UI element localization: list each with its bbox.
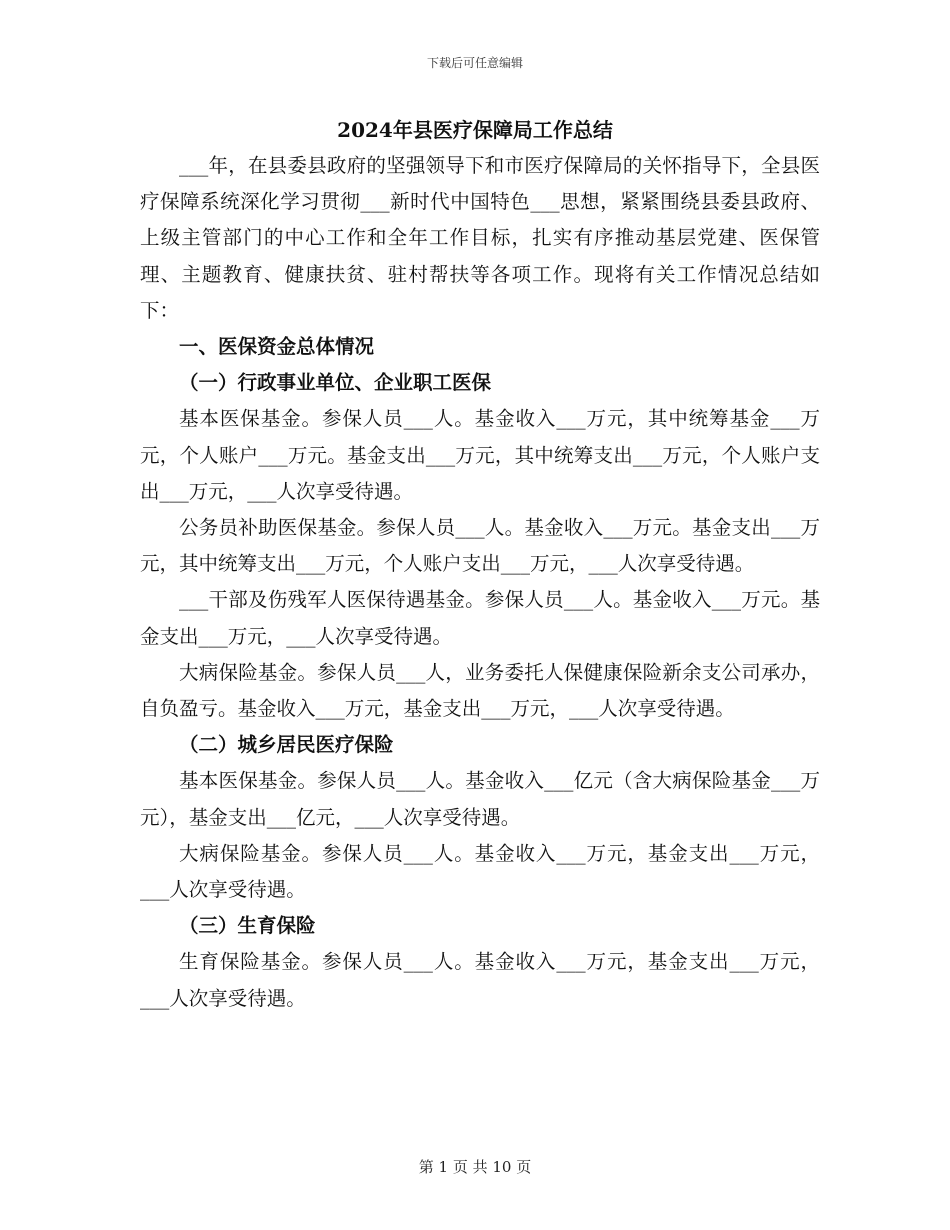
paragraph-resident-critical-fund: 大病保险基金。参保人员___人。基金收入___万元，基金支出___万元，___人次享受待遇。 (140, 841, 820, 902)
section-heading-1: 一、医保资金总体情况 (179, 335, 375, 359)
subsection-heading-3: （三）生育保险 (179, 914, 316, 938)
paragraph-veteran-fund: ___干部及伤残军人医保待遇基金。参保人员___人。基金收入___万元。基金支出___万元，___人次享受待遇。 (140, 588, 820, 648)
paragraph-basic-fund: 基本医保基金。参保人员___人。基金收入___万元，其中统筹基金___万元，个人账户___万元。基金支出___万元，其中统筹支出___万元，个人账户支出___万元，___人次享受待遇。 (140, 407, 820, 503)
document-body (140, 148, 820, 1017)
paragraph-civil-servant-fund: 公务员补助医保基金。参保人员___人。基金收入___万元。基金支出___万元，其中统筹支出___万元，个人账户支出___万元，___人次享受待遇。 (140, 516, 820, 576)
subsection-heading-1: （一）行政事业单位、企业职工医保 (179, 371, 492, 395)
subsection-heading-2: （二）城乡居民医疗保险 (179, 733, 394, 757)
document-title: 2024年县医疗保障局工作总结 (337, 118, 613, 142)
page-number: 第 1 页 共 10 页 (418, 1158, 532, 1176)
header-note: 下载后可任意编辑 (426, 56, 523, 70)
paragraph-critical-illness-fund: 大病保险基金。参保人员___人，业务委托人保健康保险新余支公司承办，自负盈亏。基金收入___万元，基金支出___万元，___人次享受待遇。 (140, 660, 820, 721)
intro-paragraph: ___年，在县委县政府的坚强领导下和市医疗保障局的关怀指导下，全县医疗保障系统深化学习贯彻___新时代中国特色___思想，紧紧围绕县委县政府、上级主管部门的中心工作和全年工作目标，扎实有序推动基层党建、医保管理、主题教育、健康扶贫、驻村帮扶等各项工作。现将有关工作情况总结如下： (140, 154, 820, 322)
paragraph-maternity-fund: 生育保险基金。参保人员___人。基金收入___万元，基金支出___万元，___人次享受待遇。 (140, 950, 820, 1010)
paragraph-resident-basic-fund: 基本医保基金。参保人员___人。基金收入___亿元（含大病保险基金___万元），基金支出___亿元，___人次享受待遇。 (140, 769, 820, 829)
